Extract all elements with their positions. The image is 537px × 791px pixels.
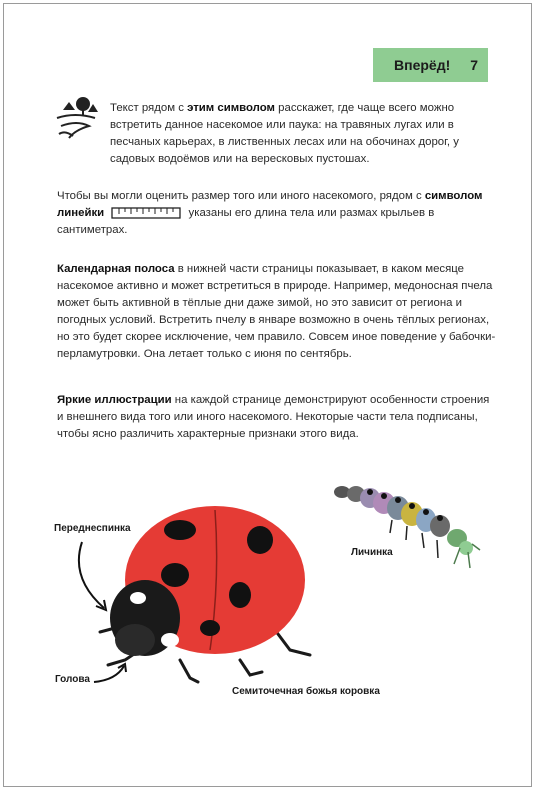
label-larva: Личинка <box>351 547 393 558</box>
pronotum-arrow-icon <box>70 538 120 618</box>
page-number: 7 <box>470 57 479 73</box>
chapter-tab <box>373 48 488 82</box>
calendar-paragraph: Календарная полоса в нижней части страницы показывает, в каком месяце насекомое активно и может встретиться в природе. Например, медоносная пчела может быть активной в тёплые дни даже зимой, но это зависит от региона и погодных условий. Встретить пчелу в январе возможно в очень тёплых регионах, но это будет скорее исключение, чем правило. Совсем иное поведение у бабочки-перламутровки. Она летает только с июня по сентябрь. <box>57 263 496 360</box>
ruler-paragraph: Чтобы вы могли оценить размер того или иного насекомого, рядом с символом линейки указаны его длина тела или размах крыльев в сантиметрах. <box>57 190 483 236</box>
ruler-icon <box>111 207 181 219</box>
head-arrow-icon <box>92 662 132 686</box>
intro-paragraph: Текст рядом с этим символом расскажет, где чаще всего можно встретить данное насекомое или паука: на травяных лугах или в песчаных карьерах, в лиственных лесах или на обочинах дорог, у садовых водоёмов или на вересковых пустошах. <box>110 102 459 165</box>
larva-illustration <box>332 478 482 573</box>
label-head: Голова <box>55 674 90 685</box>
chapter-title: Вперёд! <box>394 57 451 73</box>
label-pronotum: Переднеспинка <box>54 523 131 534</box>
illustration-caption: Семиточечная божья коровка <box>232 686 380 697</box>
illustrations-paragraph: Яркие иллюстрации на каждой странице демонстрируют особенности строения и внешнего вида того или иного насекомого. Некоторые части тела подписаны, чтобы ясно различить характерные признаки этого вида. <box>57 394 490 440</box>
landscape-icon <box>55 96 103 144</box>
